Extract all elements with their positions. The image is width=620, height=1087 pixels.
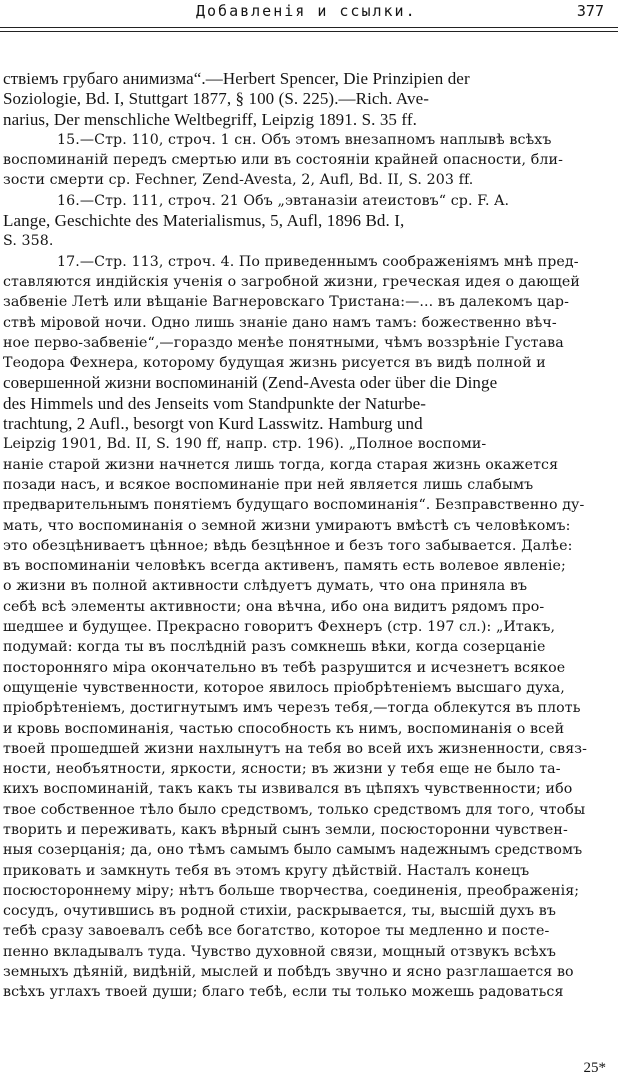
- text-line: воспоминанiй передъ смертью или въ состоянiи крайней опасности, бли-: [3, 152, 563, 169]
- header-rule: [0, 27, 618, 28]
- text-line: нанiе старой жизни начнется лишь тогда, когда старая жизнь окажется: [3, 456, 559, 473]
- header-rule-thin: [0, 31, 618, 32]
- text-line: земныхъ дѣянiй, видѣнiй, мыслей и побѣдъ звучно и ясно разглашается во: [3, 964, 574, 981]
- running-title: Добавленія и ссылки.: [196, 2, 417, 20]
- signature-mark: 25*: [583, 1060, 606, 1076]
- text-line: Lange, Geschichte des Materialismus, 5, Aufl, 1896 Bd. I,: [3, 211, 405, 231]
- text-line: ныя созерцанiя; да, оно тѣмъ самымъ было самымъ надежнымъ средствомъ: [3, 842, 583, 859]
- text-line: шедшее и будущее. Прекрасно говоритъ Фехнеръ (стр. 197 сл.): „Итакъ,: [3, 619, 556, 636]
- text-line: ставляются индiйскiя ученiя о загробной жизни, греческая идея о дающей: [3, 273, 580, 290]
- text-line: Теодора Фехнера, которому будущая жизнь рисуется въ видѣ полной и: [3, 355, 546, 372]
- text-line: 16.—Стр. 111, строч. 21 Объ „эвтаназiи атеистовъ“ ср. F. A.: [57, 192, 510, 209]
- text-line: ствѣ мiровой ночи. Одно лишь знанiе дано намъ тамъ: божественно вѣч-: [3, 314, 557, 331]
- text-line: творить и переживать, какъ вѣрный сынъ земли, посюсторонни чувствен-: [3, 821, 568, 838]
- text-line: твое собственное тѣло было средствомъ, только средствомъ для того, чтобы: [3, 801, 586, 818]
- text-line: это обезцѣниваетъ цѣнное; вѣдь безцѣнное и безъ того забывается. Далѣе:: [3, 537, 573, 554]
- text-line: narius, Der menschliche Weltbegriff, Leipzig 1891. S. 35 ff.: [3, 109, 417, 129]
- text-line: Leipzig 1901, Bd. II, S. 190 ff, напр. стр. 196). „Полное воспоми-: [3, 436, 487, 453]
- text-line: ности, необъятности, яркости, ясности; въ жизни у тебя еще не было та-: [3, 761, 561, 778]
- text-line: 15.—Стр. 110, строч. 1 сн. Объ этомъ внезапномъ наплывѣ всѣхъ: [57, 131, 552, 148]
- body-text: [3, 69, 615, 1003]
- text-line: предварительнымъ понятiемъ будущаго воспоминанiя“. Безправственно ду-: [3, 497, 585, 514]
- text-line: посюстороннему мiру; нѣтъ больше творчества, соединенiя, преображенiя;: [3, 882, 580, 899]
- text-line: des Himmels und des Jenseits vom Standpunkte der Naturbe-: [3, 393, 427, 413]
- text-line: посторонняго мiра окончательно въ тебѣ разрушится и исчезнетъ всякое: [3, 659, 566, 676]
- text-line: зости смерти ср. Fechner, Zend-Avesta, 2, Aufl, Bd. II, S. 203 ff.: [3, 172, 474, 189]
- page-number: 377: [576, 2, 604, 20]
- text-line: прiобрѣтенiемъ, достигнутымъ имъ черезъ тебя,—тогда облекутся въ плоть: [3, 700, 581, 717]
- text-line: твоей прошедшей жизни нахлынутъ на тебя во всей ихъ жизненности, связ-: [3, 740, 588, 757]
- text-line: S. 358.: [3, 233, 54, 250]
- text-line: пенно вкладывалъ туда. Чувство духовной связи, мощный отзвукъ всѣхъ: [3, 943, 556, 960]
- text-line: забвенiе Летѣ или вѣщанiе Вагнеровскаго Тристана:—... въ далекомъ цар-: [3, 294, 569, 311]
- text-line: себѣ всѣ элементы активности; она вѣчна, ибо она видитъ рядомъ про-: [3, 598, 545, 615]
- text-line: совершенной жизни воспоминанiй (Zend-Avesta oder über die Dinge: [3, 373, 498, 393]
- text-line: ное перво-забвенiе“,—гораздо менѣе понятными, чѣмъ воззрѣнiе Густава: [3, 334, 564, 351]
- text-line: 17.—Стр. 113, строч. 4. По приведеннымъ соображенiямъ мнѣ пред-: [57, 253, 579, 270]
- text-line: кихъ воспоминанiй, такъ какъ ты извивался въ цѣпяхъ чувственности; ибо: [3, 781, 573, 798]
- text-line: мать, что воспоминанiя о земной жизни умираютъ вмѣстѣ съ человѣкомъ:: [3, 517, 571, 534]
- text-line: Soziologie, Bd. I, Stuttgart 1877, § 100 (S. 225).—Rich. Ave-: [3, 89, 430, 109]
- text-line: позади насъ, и всякое воспоминанiе при ней является лишь слабымъ: [3, 476, 534, 493]
- text-line: ствіемъ грубаго анимизма“.—Herbert Spencer, Die Prinzipien der: [3, 69, 470, 88]
- text-line: всѣхъ углахъ твоей души; благо тебѣ, если ты только можешь радоваться: [3, 984, 564, 1001]
- page-header: [0, 0, 620, 26]
- text-line: приковать и замкнуть тебя въ этомъ кругу дѣйствiй. Насталъ конецъ: [3, 862, 530, 879]
- text-line: о жизни въ полной активности слѣдуетъ думать, что она приняла въ: [3, 578, 528, 595]
- text-line: trachtung, 2 Aufl., besorgt von Kurd Lasswitz. Hamburg und: [3, 414, 423, 434]
- text-line: въ воспоминанiи человѣкъ всегда активенъ, память есть волевое явленiе;: [3, 558, 566, 575]
- text-line: подумай: когда ты въ послѣднiй разъ сомкнешь вѣки, когда созерцанiе: [3, 639, 546, 656]
- text-line: тебѣ сразу завоевалъ себѣ все богатство, которое ты медленно и посте-: [3, 923, 550, 940]
- text-line: сосудъ, очутившись въ родной стихiи, раскрывается, ты, высшiй духъ въ: [3, 903, 557, 920]
- text-line: ощущенiе чувственности, которое явилось прiобрѣтенiемъ высшаго духа,: [3, 679, 565, 696]
- text-line: и кровь воспоминанiя, частью способность къ нимъ, воспоминанiя о всей: [3, 720, 565, 737]
